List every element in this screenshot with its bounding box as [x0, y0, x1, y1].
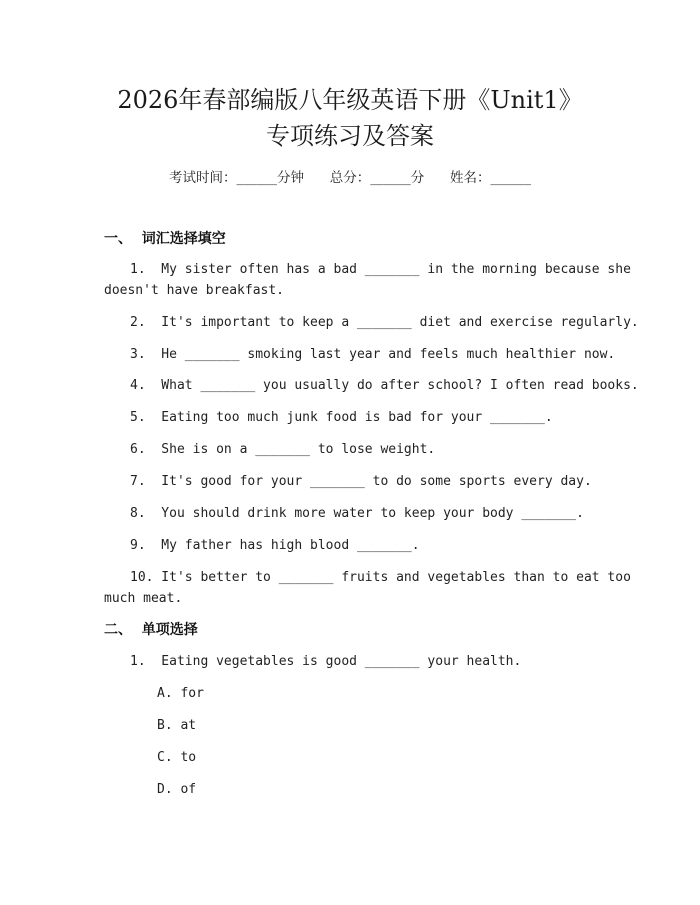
student-name: 姓名：______ [450, 170, 531, 186]
question-7: 7. It's good for your _______ to do some sports every day. [130, 474, 592, 489]
question-6: 6. She is on a _______ to lose weight. [130, 442, 436, 457]
question-3: 3. He _______ smoking last year and feels much healthier now. [130, 347, 616, 362]
question-10: 10. It's better to _______ fruits and vegetables than to eat too [130, 570, 631, 585]
mc-option-a: A. for [157, 686, 204, 701]
section2-heading: 二、 单项选择 [104, 622, 198, 638]
question-9: 9. My father has high blood _______. [130, 538, 420, 553]
question-5: 5. Eating too much junk food is bad for your _______. [130, 410, 553, 425]
question-1: 1. My sister often has a bad _______ in the morning because she [130, 262, 631, 277]
question-4: 4. What _______ you usually do after school? I often read books. [130, 378, 639, 393]
document-title-line2: 专项练习及答案 [266, 122, 434, 150]
section1-heading: 一、 词汇选择填空 [104, 231, 226, 247]
question-2: 2. It's important to keep a _______ diet and exercise regularly. [130, 315, 639, 330]
question-10-continued: much meat. [104, 591, 183, 606]
question-1-continued: doesn't have breakfast. [104, 283, 285, 298]
mc-question-1: 1. Eating vegetables is good _______ your health. [130, 654, 522, 669]
mc-option-b: B. at [157, 718, 197, 733]
document-title-line1: 2026年春部编版八年级英语下册《Unit1》 [117, 86, 583, 114]
question-8: 8. You should drink more water to keep your body _______. [130, 506, 584, 521]
exam-total-score: 总分：______分 [329, 170, 425, 186]
mc-option-c: C. to [157, 750, 197, 765]
exam-time: 考试时间：______分钟 [169, 170, 304, 186]
mc-option-d: D. of [157, 782, 197, 797]
exam-meta [0, 168, 700, 188]
